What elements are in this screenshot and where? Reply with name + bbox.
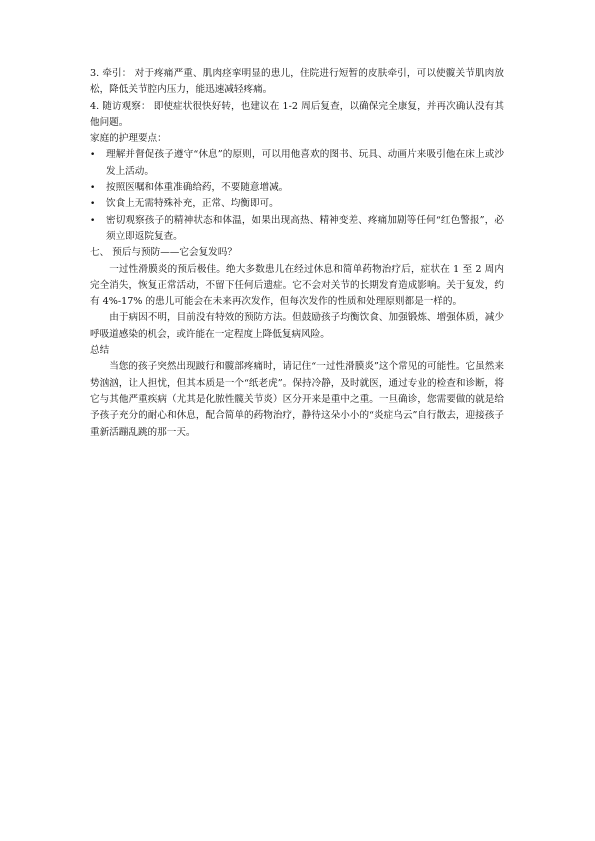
treatment-item-followup: 4. 随访观察： 即使症状很快好转，也建议在 1-2 周后复查，以确保完全康复，并再次确认没有其他问题。 bbox=[90, 100, 504, 128]
summary-paragraph: 当您的孩子突然出现跛行和髋部疼痛时，请记住“一过性滑膜炎”这个常见的可能性。它虽然来势汹汹，让人担忧，但其本质是一个“纸老虎”。保持冷静，及时就医，通过专业的检查和诊断，将它与其他严重疾病（尤其是化脓性髋关节炎）区分开来是重中之重。一旦确诊，您需要做的就是给予孩子充分的耐心和休息，配合简单的药物治疗，静待这朵小小的“炎症乌云”自行散去，迎接孩子重新活蹦乱跳的那一天。 bbox=[90, 361, 504, 438]
bullet-icon: • bbox=[90, 150, 96, 161]
bullet-icon: • bbox=[90, 183, 96, 194]
home-care-bullet bbox=[90, 180, 504, 196]
bullet-icon: • bbox=[90, 199, 96, 210]
bullet-text: 按照医嘱和体重准确给药，不要随意增减。 bbox=[106, 182, 289, 194]
bullet-text: 密切观察孩子的精神状态和体温，如果出现高热、精神变差、疼痛加剧等任何“红色警报”，必须立即返院复查。 bbox=[106, 214, 504, 242]
bullet-text: 饮食上无需特殊补充，正常、均衡即可。 bbox=[106, 198, 279, 210]
treatment-item-traction: 3. 牵引： 对于疼痛严重、肌肉痉挛明显的患儿，住院进行短暂的皮肤牵引，可以使髋关节肌肉放松，降低关节腔内压力，能迅速减轻疼痛。 bbox=[90, 68, 504, 96]
prognosis-paragraph: 一过性滑膜炎的预后极佳。绝大多数患儿在经过休息和简单药物治疗后，症状在 1 至 2 周内完全消失，恢复正常活动，不留下任何后遗症。它不会对关节的长期发育造成影响。关于复发，约有 4%-17% 的患儿可能会在未来再次发作，但每次发作的性质和处理原则都是一样的。 bbox=[90, 263, 504, 308]
home-care-bullet bbox=[90, 147, 504, 180]
home-care-bullet bbox=[90, 196, 504, 212]
home-care-bullet bbox=[90, 213, 504, 246]
home-care-heading: 家庭的护理要点： bbox=[90, 133, 167, 145]
bullet-icon: • bbox=[90, 215, 96, 226]
section-prognosis-heading: 七、 预后与预防——它会复发吗？ bbox=[90, 247, 237, 259]
prevention-paragraph: 由于病因不明，目前没有特效的预防方法。但鼓励孩子均衡饮食、加强锻炼、增强体质，减少呼吸道感染的机会，或许能在一定程度上降低复病风险。 bbox=[90, 312, 504, 340]
bullet-text: 理解并督促孩子遵守“休息”的原则，可以用他喜欢的图书、玩具、动画片来吸引他在床上或沙发上活动。 bbox=[106, 149, 504, 177]
summary-heading: 总结 bbox=[90, 345, 110, 357]
document-page bbox=[90, 66, 504, 441]
